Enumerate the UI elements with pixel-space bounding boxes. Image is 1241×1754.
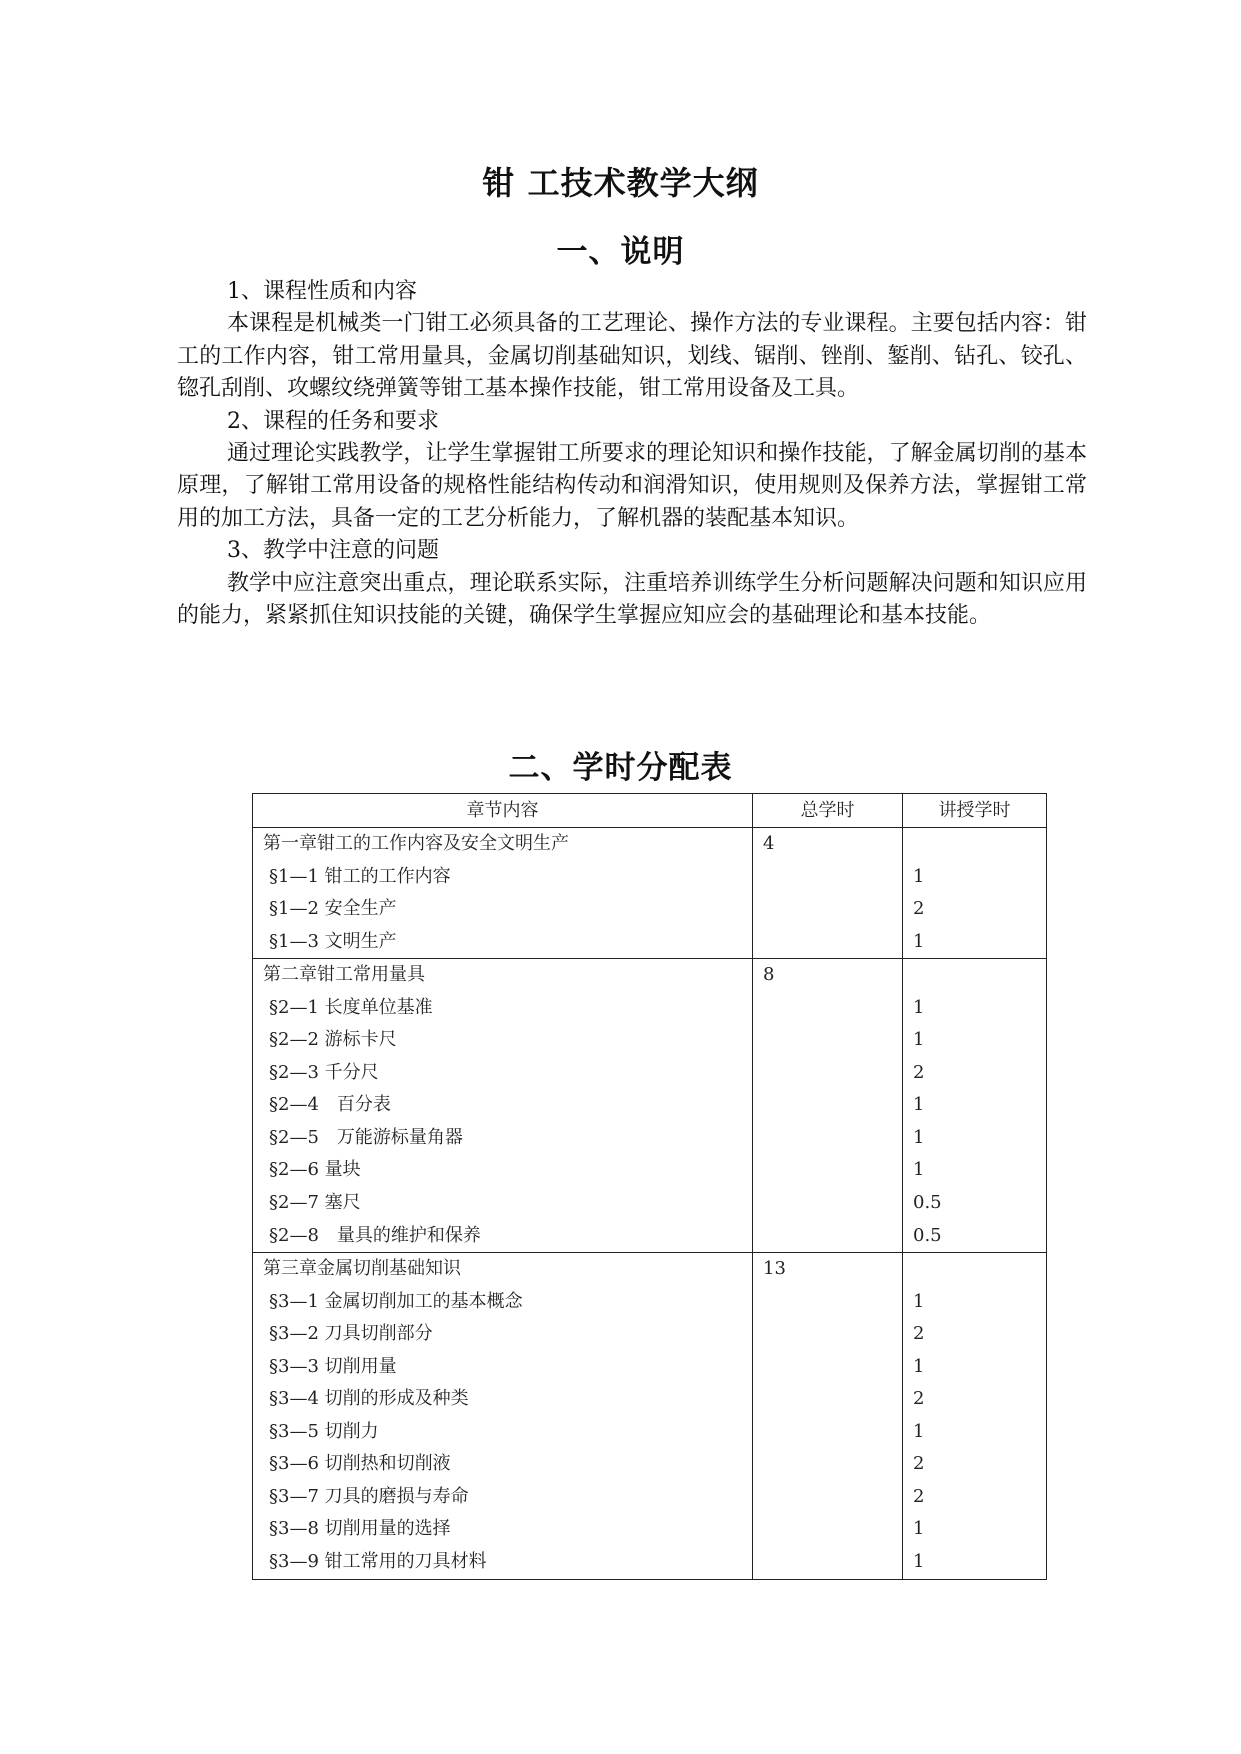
table-row-section (253, 1546, 1047, 1579)
section-lecture-hours-cell: 1 (903, 992, 1047, 1025)
section-name-cell: §3—9 钳工常用的刀具材料 (253, 1546, 753, 1579)
table-row-section (253, 861, 1047, 894)
description-body (177, 276, 1087, 632)
section-lecture-hours-cell: 2 (903, 1318, 1047, 1351)
table-row-section (253, 1351, 1047, 1384)
section-lecture-hours-cell: 0.5 (903, 1187, 1047, 1220)
section-name-cell: §1—2 安全生产 (253, 893, 753, 926)
paragraph-teaching-notes: 教学中应注意突出重点，理论联系实际，注重培养训练学生分析问题解决问题和知识应用的能力，紧紧抓住知识技能的关键，确保学生掌握应知应会的基础理论和基本技能。 (177, 570, 1087, 629)
table-row-section (253, 1448, 1047, 1481)
table-row-chapter (253, 1253, 1047, 1286)
section-total-hours-cell (753, 1416, 903, 1449)
section-name-cell: §2—5 万能游标量角器 (253, 1122, 753, 1155)
chapter-lecture-hours-cell (903, 959, 1047, 992)
section-total-hours-cell (753, 1546, 903, 1579)
document-title: 钳 工技术教学大纲 (482, 164, 759, 202)
section-name-cell: §2—6 量块 (253, 1154, 753, 1187)
chapter-title-cell: 第一章钳工的工作内容及安全文明生产 (253, 828, 753, 861)
section-total-hours-cell (753, 1318, 903, 1351)
section-lecture-hours-cell: 1 (903, 1351, 1047, 1384)
section-lecture-hours-cell: 2 (903, 893, 1047, 926)
section-lecture-hours-cell: 1 (903, 926, 1047, 959)
section-lecture-hours-cell: 1 (903, 861, 1047, 894)
section-lecture-hours-cell: 2 (903, 1481, 1047, 1514)
section-name-cell: §2—8 量具的维护和保养 (253, 1220, 753, 1253)
chapter-title-cell: 第三章金属切削基础知识 (253, 1253, 753, 1286)
hours-table-container (252, 793, 1046, 1580)
section-heading-description: 一、说明 (556, 234, 685, 270)
table-row-section (253, 1187, 1047, 1220)
section-name-cell: §3—5 切削力 (253, 1416, 753, 1449)
section-name-cell: §2—7 塞尺 (253, 1187, 753, 1220)
table-row-section (253, 1220, 1047, 1253)
table-row-section (253, 992, 1047, 1025)
section-total-hours-cell (753, 1513, 903, 1546)
table-row-chapter (253, 959, 1047, 992)
section-total-hours-cell (753, 1122, 903, 1155)
table-row-section (253, 1122, 1047, 1155)
section-name-cell: §2—4 百分表 (253, 1089, 753, 1122)
section-lecture-hours-cell: 2 (903, 1448, 1047, 1481)
header-lecture-hours: 讲授学时 (903, 794, 1047, 828)
table-row-section (253, 1318, 1047, 1351)
section-total-hours-cell (753, 1351, 903, 1384)
section-total-hours-cell (753, 861, 903, 894)
section-name-cell: §2—3 千分尺 (253, 1057, 753, 1090)
section-total-hours-cell (753, 1187, 903, 1220)
chapter-title-cell: 第二章钳工常用量具 (253, 959, 753, 992)
section-total-hours-cell (753, 1057, 903, 1090)
table-header-row (253, 794, 1047, 828)
section-total-hours-cell (753, 1481, 903, 1514)
subheading-course-nature: 1、课程性质和内容 (227, 279, 417, 304)
table-row-section (253, 1089, 1047, 1122)
section-lecture-hours-cell: 1 (903, 1546, 1047, 1579)
table-row-section (253, 1513, 1047, 1546)
section-total-hours-cell (753, 1154, 903, 1187)
section-name-cell: §3—6 切削热和切削液 (253, 1448, 753, 1481)
chapter-lecture-hours-cell (903, 1253, 1047, 1286)
table-row-section (253, 1154, 1047, 1187)
section-total-hours-cell (753, 1383, 903, 1416)
section-name-cell: §2—2 游标卡尺 (253, 1024, 753, 1057)
section-lecture-hours-cell: 1 (903, 1154, 1047, 1187)
table-row-section (253, 1286, 1047, 1319)
header-chapter-content: 章节内容 (253, 794, 753, 828)
section-total-hours-cell (753, 1024, 903, 1057)
paragraph-course-tasks: 通过理论实践教学，让学生掌握钳工所要求的理论知识和操作技能，了解金属切削的基本原理，了解钳工常用设备的规格性能结构传动和润滑知识，使用规则及保养方法，掌握钳工常用的加工方法，具备一定的工艺分析能力，了解机器的装配基本知识。 (177, 441, 1087, 531)
section-total-hours-cell (753, 1286, 903, 1319)
section-name-cell: §3—1 金属切削加工的基本概念 (253, 1286, 753, 1319)
section-lecture-hours-cell: 1 (903, 1122, 1047, 1155)
section-lecture-hours-cell: 1 (903, 1513, 1047, 1546)
section-heading-schedule: 二、学时分配表 (508, 750, 733, 786)
section-total-hours-cell (753, 926, 903, 959)
section-lecture-hours-cell: 2 (903, 1383, 1047, 1416)
chapter-total-hours-cell: 8 (753, 959, 903, 992)
section-lecture-hours-cell: 1 (903, 1416, 1047, 1449)
section-lecture-hours-cell: 1 (903, 1089, 1047, 1122)
chapter-lecture-hours-cell (903, 828, 1047, 861)
table-row-section (253, 926, 1047, 959)
section-lecture-hours-cell: 2 (903, 1057, 1047, 1090)
section-total-hours-cell (753, 1448, 903, 1481)
section-total-hours-cell (753, 1089, 903, 1122)
section-name-cell: §2—1 长度单位基准 (253, 992, 753, 1025)
header-total-hours: 总学时 (753, 794, 903, 828)
section-name-cell: §3—4 切削的形成及种类 (253, 1383, 753, 1416)
table-row-section (253, 1024, 1047, 1057)
table-row-section (253, 893, 1047, 926)
chapter-total-hours-cell: 13 (753, 1253, 903, 1286)
subheading-course-tasks: 2、课程的任务和要求 (227, 408, 439, 434)
section-lecture-hours-cell: 1 (903, 1286, 1047, 1319)
section-name-cell: §3—8 切削用量的选择 (253, 1513, 753, 1546)
section-total-hours-cell (753, 893, 903, 926)
hours-table (252, 793, 1047, 1580)
section-name-cell: §1—1 钳工的工作内容 (253, 861, 753, 894)
table-body (253, 828, 1047, 1580)
section-name-cell: §3—3 切削用量 (253, 1351, 753, 1384)
section-lecture-hours-cell: 1 (903, 1024, 1047, 1057)
section-name-cell: §3—2 刀具切削部分 (253, 1318, 753, 1351)
section-name-cell: §1—3 文明生产 (253, 926, 753, 959)
table-row-section (253, 1481, 1047, 1514)
section-total-hours-cell (753, 1220, 903, 1253)
table-row-section (253, 1383, 1047, 1416)
section-name-cell: §3—7 刀具的磨损与寿命 (253, 1481, 753, 1514)
table-row-section (253, 1057, 1047, 1090)
chapter-total-hours-cell: 4 (753, 828, 903, 861)
section-lecture-hours-cell: 0.5 (903, 1220, 1047, 1253)
section-total-hours-cell (753, 992, 903, 1025)
table-row-section (253, 1416, 1047, 1449)
table-row-chapter (253, 828, 1047, 861)
paragraph-course-nature: 本课程是机械类一门钳工必须具备的工艺理论、操作方法的专业课程。主要包括内容：钳工的工作内容，钳工常用量具，金属切削基础知识，划线、锯削、锉削、錾削、钻孔、铰孔、锪孔刮削、攻螺纹绕弹簧等钳工基本操作技能，钳工常用设备及工具。 (177, 311, 1087, 402)
subheading-teaching-notes: 3、教学中注意的问题 (227, 538, 439, 564)
